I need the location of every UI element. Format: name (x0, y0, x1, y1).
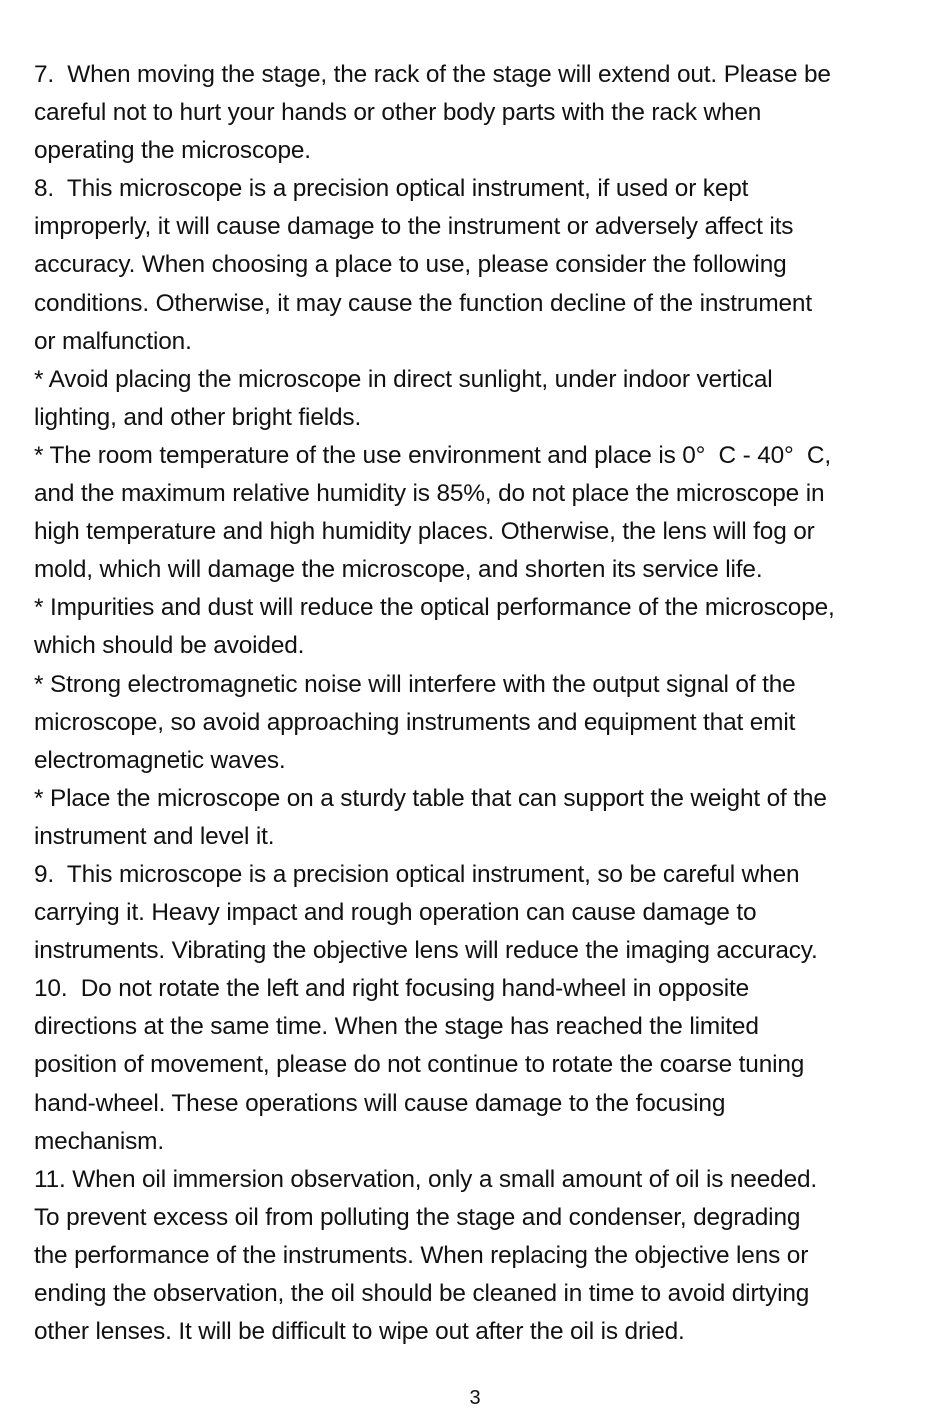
text-line: operating the microscope. (34, 137, 311, 165)
text-line: electromagnetic waves. (34, 746, 286, 774)
text-line: To prevent excess oil from polluting the stage and condenser, degrading (34, 1203, 801, 1231)
text-line: instruments. Vibrating the objective lens will reduce the imaging accuracy. (34, 937, 818, 965)
text-line: ending the observation, the oil should be cleaned in time to avoid dirtying (34, 1280, 810, 1307)
text-line: 10. Do not rotate the left and right focusing hand-wheel in opposite (34, 975, 750, 1003)
text-line: * Strong electromagnetic noise will interfere with the output signal of the (34, 670, 796, 698)
text-line: carrying it. Heavy impact and rough operation can cause damage to (34, 899, 757, 927)
text-line: microscope, so avoid approaching instruments and equipment that emit (34, 708, 796, 736)
text-line: careful not to hurt your hands or other body parts with the rack when (34, 99, 762, 127)
document-body (34, 56, 934, 1351)
text-line: accuracy. When choosing a place to use, please consider the following (34, 251, 787, 279)
text-line: or malfunction. (34, 327, 192, 355)
text-line: mold, which will damage the microscope, and shorten its service life. (34, 556, 763, 584)
page-number: 3 (469, 1387, 481, 1409)
text-line: instrument and level it. (34, 822, 275, 850)
text-line: 9. This microscope is a precision optical instrument, so be careful when (34, 860, 800, 888)
text-line: and the maximum relative humidity is 85%, do not place the microscope in (34, 480, 825, 508)
text-line: * Place the microscope on a sturdy table that can support the weight of the (34, 784, 827, 812)
text-line: 8. This microscope is a precision optical instrument, if used or kept (34, 175, 749, 203)
text-line: which should be avoided. (34, 632, 305, 660)
text-line: * Impurities and dust will reduce the optical performance of the microscope, (34, 594, 835, 622)
text-line: conditions. Otherwise, it may cause the function decline of the instrument (34, 289, 812, 317)
text-line: lighting, and other bright fields. (34, 403, 362, 431)
text-line: * Avoid placing the microscope in direct sunlight, under indoor vertical (34, 365, 773, 393)
text-line: * The room temperature of the use environment and place is 0° C - 40° C, (34, 441, 831, 469)
text-line: 11. When oil immersion observation, only a small amount of oil is needed. (34, 1165, 818, 1193)
text-line: hand-wheel. These operations will cause damage to the focusing (34, 1089, 726, 1117)
text-line: position of movement, please do not continue to rotate the coarse tuning (34, 1051, 805, 1079)
text-line: the performance of the instruments. When replacing the objective lens or (34, 1241, 809, 1269)
text-line: directions at the same time. When the stage has reached the limited (34, 1013, 759, 1041)
text-line: 7. When moving the stage, the rack of the stage will extend out. Please be (34, 61, 831, 88)
text-line: high temperature and high humidity places. Otherwise, the lens will fog or (34, 518, 815, 546)
text-line: improperly, it will cause damage to the instrument or adversely affect its (34, 213, 794, 241)
text-line: mechanism. (34, 1127, 164, 1155)
text-line: other lenses. It will be difficult to wipe out after the oil is dried. (34, 1318, 685, 1346)
